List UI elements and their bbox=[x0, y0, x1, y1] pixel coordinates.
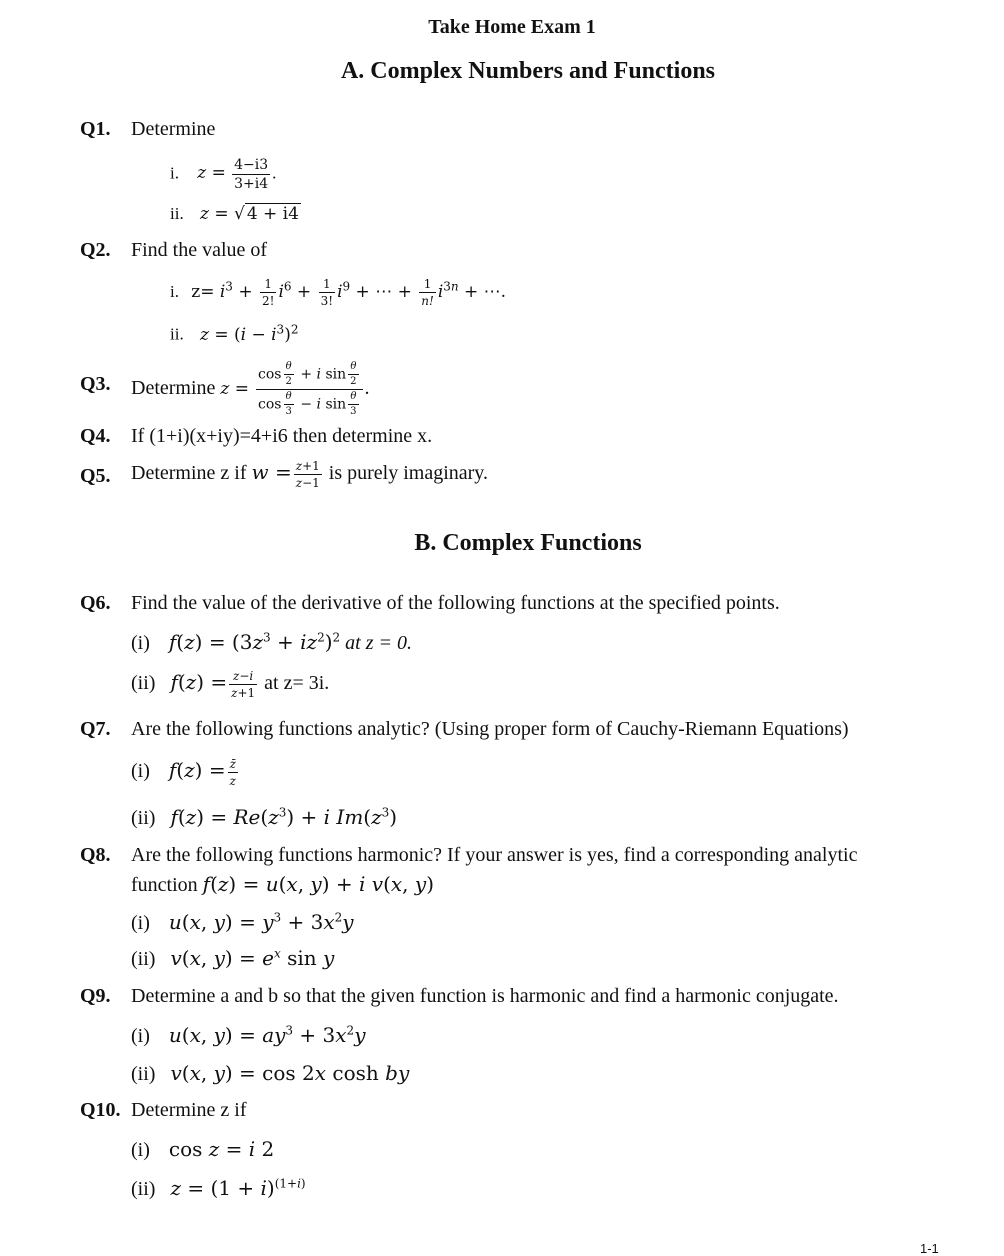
exam-title-text: Take Home Exam 1 bbox=[428, 16, 596, 38]
q1-part-i: i. z = $\frac{4-i3}{3+i4}$ . bbox=[170, 157, 277, 192]
q9-number: Q9. bbox=[80, 985, 111, 1007]
q6-i-label: (i) bbox=[131, 632, 150, 654]
q8-part-ii: (ii) v(x, $y) = e^x$ sin y bbox=[131, 946, 335, 970]
q9-i-label: (i) bbox=[131, 1025, 150, 1047]
q8-text-line1: Are the following functions harmonic? If your answer is yes, find a corresponding analytic bbox=[131, 844, 858, 866]
q6-part-ii: (ii) f(z) = $\frac{z-i}{z+1}$ at z= 3i. bbox=[131, 669, 330, 700]
q8-ii-label: (ii) bbox=[131, 948, 156, 970]
q6-ii-point: at z= 3i. bbox=[264, 672, 330, 695]
q2-part-i: i. $z= i^3$ + $\frac{1}{2!}$ $i^6$ + $\frac{1}{3!}$ $i^9$ + ⋯ + $\frac{1}{n!}$ $i^{3n}$ + ⋯. bbox=[170, 277, 507, 308]
q10-text: Determine z if bbox=[131, 1099, 247, 1121]
q8-text-line2-label: function bbox=[131, 874, 198, 896]
q1-i-numerator: 4−i3 bbox=[234, 157, 269, 173]
q1-number: Q1. bbox=[80, 118, 111, 140]
q7-ii-label: (ii) bbox=[131, 807, 156, 829]
q10-number: Q10. bbox=[80, 1099, 121, 1121]
q8-part-i: (i) u(x, $y) = y^3 + 3x^2y$ bbox=[131, 910, 354, 934]
page-number: 1-1 bbox=[920, 1241, 939, 1256]
q7-i-label: (i) bbox=[131, 760, 150, 783]
q2-number: Q2. bbox=[80, 239, 111, 261]
q1-ii-label: ii. bbox=[170, 204, 184, 223]
q9-text: Determine a and b so that the given function is harmonic and find a harmonic conjugate. bbox=[131, 985, 839, 1007]
q4-text: If (1+i)(x+iy)=4+i6 then determine x. bbox=[131, 425, 433, 447]
q7-number: Q7. bbox=[80, 718, 111, 740]
q6-text: Find the value of the derivative of the following functions at the specified points. bbox=[131, 592, 780, 614]
q9-ii-label: (ii) bbox=[131, 1063, 156, 1085]
q5-number: Q5. bbox=[80, 465, 111, 487]
q1-ii-radicand: 4 + i4 bbox=[246, 204, 299, 224]
section-a-heading bbox=[0, 58, 1004, 85]
q9-part-i: (i) u(x, $y) = ay^3 + 3x^2y$ bbox=[131, 1023, 366, 1047]
q7-part-i: (i) f(z) = $\frac{z̄}{z}$ bbox=[131, 757, 236, 788]
exam-title bbox=[0, 16, 1004, 39]
q1-text: Determine bbox=[131, 118, 216, 140]
q6-i-point: at z = 0. bbox=[345, 632, 413, 654]
q10-part-i: (i) cos z = i 2 bbox=[131, 1137, 275, 1161]
q1-i-denominator: 3+i4 bbox=[234, 176, 269, 192]
section-a-text: A. Complex Numbers and Functions bbox=[340, 58, 716, 84]
q8-text-line2: function f(z) = u(x, y) + i v(x, y) bbox=[131, 872, 434, 896]
q2-part-ii: ii. $z = (i - i^3)^2$ bbox=[170, 322, 299, 345]
q4-number: Q4. bbox=[80, 425, 111, 447]
q5-text-before: Determine z if bbox=[131, 462, 247, 485]
q7-part-ii: (ii) $f(z) = Re(z^3) + i$ $Im(z^3)$ bbox=[131, 805, 398, 829]
q3-number: Q3. bbox=[80, 373, 111, 395]
q9-part-ii: (ii) v(x, y) = cos 2x cosh by bbox=[131, 1061, 410, 1085]
q6-ii-label: (ii) bbox=[131, 672, 156, 695]
section-b-text: B. Complex Functions bbox=[414, 530, 642, 556]
q5-line: Determine z if w = $\frac{z+1}{z-1}$ is purely imaginary. bbox=[131, 459, 488, 490]
q2-text: Find the value of bbox=[131, 239, 268, 261]
q1-part-ii: ii. z = √ 4 + i4 bbox=[170, 204, 299, 224]
q1-i-label: i. bbox=[170, 163, 179, 183]
q3-expression: Determine z = cos $\frac{\theta}{2}$ + i sin $\frac{\theta}{2}$ cos $\frac{\theta}{3}$ − i sin $\frac{\theta}{3}$ . bbox=[131, 361, 370, 417]
q3-text: Determine bbox=[131, 377, 216, 400]
q7-text: Are the following functions analytic? (Using proper form of Cauchy-Riemann Equations) bbox=[131, 718, 849, 740]
q6-number: Q6. bbox=[80, 592, 111, 614]
section-b-heading bbox=[0, 530, 1004, 557]
q2-ii-label: ii. bbox=[170, 324, 184, 344]
q6-part-i: (i) $f(z) = (3z^3 + iz^2)^2$ at z = 0. bbox=[131, 630, 413, 654]
q10-ii-label: (ii) bbox=[131, 1178, 156, 1200]
q8-i-label: (i) bbox=[131, 912, 150, 934]
q2-i-label: i. bbox=[170, 282, 179, 301]
q10-i-label: (i) bbox=[131, 1139, 150, 1161]
q8-number: Q8. bbox=[80, 844, 111, 866]
q10-part-ii: (ii) $z = (1 + i)^{(1+i)}$ bbox=[131, 1176, 306, 1200]
q5-text-after: is purely imaginary. bbox=[328, 462, 488, 485]
